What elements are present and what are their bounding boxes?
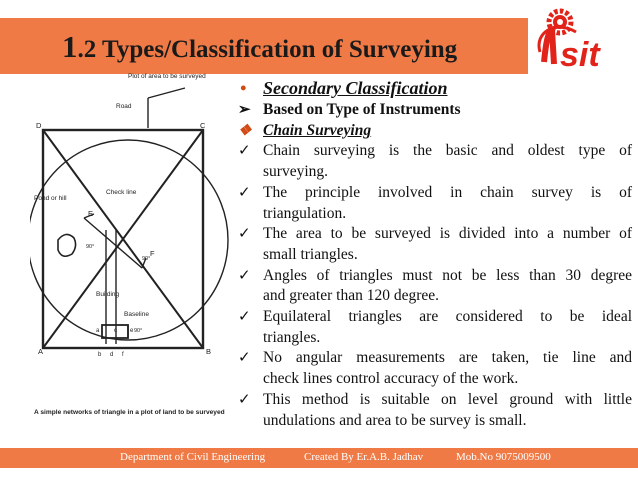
check-icon: ✓ — [238, 309, 251, 326]
svg-text:d: d — [110, 352, 114, 358]
bullet-line: and greater than 120 degree. — [263, 287, 440, 305]
bullet-line: triangles. — [263, 328, 321, 346]
footer-department: Department of Civil Engineering — [120, 451, 266, 463]
svg-text:F: F — [150, 249, 155, 258]
svg-text:c: c — [114, 328, 117, 334]
bullet-line: undulations and area to be survey is small. — [263, 411, 527, 429]
svg-text:A simple networks of triangle: A simple networks of triangle in a plot of land to be surveyed — [34, 409, 225, 416]
svg-text:Baseline: Baseline — [124, 311, 149, 318]
svg-text:Pond or hill: Pond or hill — [34, 195, 67, 202]
footer-bar — [0, 448, 638, 468]
bullet-line: ✓ Equilateral triangles are considered to be ideal — [236, 307, 632, 328]
svg-text:b: b — [98, 352, 102, 358]
bullet-line: ✓ The principle involved in chain survey is of — [236, 183, 632, 204]
svg-text:A: A — [38, 347, 44, 356]
svg-text:90°: 90° — [134, 328, 143, 334]
bullet-line: triangulation. — [263, 204, 347, 222]
content-panel — [236, 76, 632, 431]
bullet-line: ✓ Chain surveying is the basic and oldest type of — [236, 141, 632, 162]
bullet-dot-icon: • — [240, 78, 247, 98]
secondary-heading: • Secondary Classification — [240, 78, 448, 98]
svg-text:E: E — [88, 209, 94, 218]
svg-text:Plot of area to be surveyed: Plot of area to be surveyed — [128, 73, 206, 80]
chain-heading: ❖ Chain Surveying — [236, 121, 632, 142]
svg-text:90°: 90° — [142, 256, 151, 262]
chain-survey-diagram — [30, 70, 230, 430]
check-icon: ✓ — [238, 267, 251, 284]
check-icon: ✓ — [238, 350, 251, 367]
check-icon: ✓ — [238, 391, 251, 408]
check-icon: ✓ — [238, 226, 251, 243]
bullet-line: surveying. — [263, 163, 329, 181]
check-icon: ✓ — [238, 184, 251, 201]
check-icon: ✓ — [238, 143, 251, 160]
bullet-line: ✓ The area to be surveyed is divided into a number of — [236, 224, 632, 245]
svg-text:Building: Building — [96, 291, 120, 298]
isit-logo — [526, 2, 636, 76]
bullet-line: ✓ Angles of triangles must not be less than 30 degree — [236, 266, 632, 287]
footer-author: Created By Er.A.B. Jadhav — [304, 451, 424, 463]
svg-text:B: B — [206, 347, 212, 356]
arrow-bullet-icon: ➢ — [238, 102, 251, 118]
page-title: 1.2 Types/Classification of Surveying — [62, 29, 458, 64]
bullet-line: small triangles. — [263, 245, 358, 263]
bullet-line: ✓ No angular measurements are taken, tie line and — [236, 348, 632, 369]
svg-text:a: a — [96, 328, 100, 334]
svg-text:sit: sit — [560, 36, 600, 74]
svg-text:Check line: Check line — [106, 189, 137, 196]
svg-text:C: C — [200, 121, 206, 130]
bullet-line: check lines control accuracy of the work. — [263, 370, 519, 388]
svg-text:f: f — [122, 352, 124, 358]
svg-text:e: e — [130, 328, 134, 334]
pond-shape — [58, 234, 76, 256]
boundary-circle — [30, 140, 228, 340]
svg-text:Road: Road — [116, 103, 132, 110]
svg-text:D: D — [36, 121, 42, 130]
instruments-heading: ➢ Based on Type of Instruments — [236, 100, 632, 121]
svg-text:90°: 90° — [86, 244, 95, 250]
diamond-bullet-icon: ❖ — [238, 122, 252, 139]
footer-mobile: Mob.No 9075009500 — [456, 451, 551, 463]
bullet-line: ✓ This method is suitable on level ground with little — [236, 390, 632, 411]
